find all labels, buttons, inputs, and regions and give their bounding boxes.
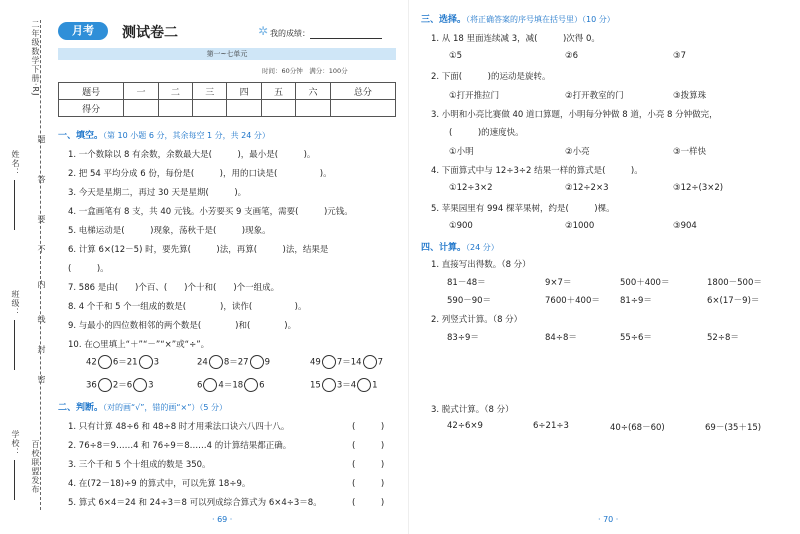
op-num: 36	[86, 380, 97, 391]
score-row-label: 得分	[59, 100, 124, 117]
calc-item: 55÷6＝	[620, 333, 652, 343]
cut-char: 封	[37, 345, 46, 354]
judge-question: 3. 三个千和 5 个十组成的数是 350。	[68, 460, 211, 470]
section-title: 三、选择。	[421, 15, 467, 25]
cut-char: 内	[37, 280, 46, 289]
choice-option[interactable]: ②6	[565, 51, 579, 61]
op-circle[interactable]	[322, 378, 336, 392]
op-circle[interactable]	[322, 355, 336, 369]
score-cell[interactable]	[158, 100, 192, 117]
choice-option[interactable]: ①900	[449, 221, 473, 231]
judge-question: 2. 76÷8＝9……4 和 76÷9＝8……4 的计算结果都正确。	[68, 441, 292, 451]
score-header: 题号	[59, 83, 124, 100]
cut-char: 答	[37, 175, 46, 184]
choice-option[interactable]: ②打开教室的门	[565, 91, 624, 101]
judge-question: 1. 只有计算 48÷6 和 48÷8 时才用乘法口诀六八四十八。	[68, 422, 290, 432]
judge-answer-blank[interactable]: ( )	[352, 441, 385, 451]
fill-question: 10. 在○里填上“＋”“－”“×”或“÷”。	[68, 340, 210, 350]
op-circle[interactable]	[209, 355, 223, 369]
calc-item: 1800－500＝	[707, 278, 762, 288]
score-label: 我的成绩：	[270, 29, 310, 38]
op-num: 6	[197, 380, 203, 391]
fill-question: ( )。	[68, 264, 109, 274]
op-num: 24	[197, 357, 208, 368]
choice-question-cont: ( )的速度快。	[449, 128, 524, 138]
page-number: · 69 ·	[212, 515, 233, 524]
op-circle[interactable]	[203, 378, 217, 392]
calc-item: 52÷8＝	[707, 333, 739, 343]
fill-question: 8. 4 个千和 5 个一组成的数是( )，读作( )。	[68, 302, 307, 312]
op-num: 4＝18	[218, 380, 244, 391]
op-circle[interactable]	[98, 355, 112, 369]
section-note: （24 分）	[466, 243, 499, 252]
section-note: （第 10 小题 6 分，其余每空 1 分，共 24 分）	[103, 131, 270, 140]
op-circle[interactable]	[363, 355, 377, 369]
fill-question: 9. 与最小的四位数相邻的两个数是( )和( )。	[68, 321, 297, 331]
calc-item: 83÷9＝	[447, 333, 479, 343]
op-num: 7＝14	[336, 357, 362, 368]
right-page	[415, 0, 800, 534]
op-num: 9	[264, 357, 270, 368]
calc-subtitle: 3. 脱式计算。（8 分）	[431, 405, 514, 415]
op-equation	[310, 378, 378, 392]
judge-question: 4. 在(72－18)÷9 的算式中，可以先算 18÷9。	[68, 479, 251, 489]
op-num: 3	[148, 380, 154, 391]
cut-char: 不	[37, 245, 46, 254]
score-cell[interactable]	[124, 100, 158, 117]
op-circle[interactable]	[98, 378, 112, 392]
judge-answer-blank[interactable]: ( )	[352, 498, 385, 508]
calc-item: 7600＋400＝	[545, 296, 600, 306]
op-equation	[197, 355, 270, 369]
exam-badge: 月考	[58, 22, 108, 40]
calc-item: 590－90＝	[447, 296, 492, 306]
series-text: 百校联盟发布	[31, 440, 40, 494]
op-circle[interactable]	[250, 355, 264, 369]
op-circle[interactable]	[244, 378, 258, 392]
section-fill-title	[58, 128, 270, 141]
fill-question: 4. 一盒画笔有 8 支，共 40 元钱。小芳要买 9 支画笔，需要( )元钱。	[68, 207, 353, 217]
cut-char: 密	[37, 375, 46, 384]
judge-answer-blank[interactable]: ( )	[352, 422, 385, 432]
section-title: 四、计算。	[421, 243, 467, 253]
section-judge-title	[58, 400, 227, 413]
op-num: 8＝27	[223, 357, 249, 368]
calc-item: 69－(35＋15)	[705, 423, 762, 433]
op-num: 49	[310, 357, 321, 368]
exam-meta: 时间：60分钟 满分：100分	[262, 67, 348, 75]
score-cell[interactable]	[296, 100, 330, 117]
fill-question: 7. 586 是由( )个百、( )个十和( )个一组成。	[68, 283, 280, 293]
choice-question: 2. 下面( )的运动是旋转。	[431, 72, 551, 82]
cut-char: 要	[37, 215, 46, 224]
op-circle[interactable]	[133, 378, 147, 392]
choice-option[interactable]: ①打开推拉门	[449, 91, 500, 101]
score-cell[interactable]	[193, 100, 227, 117]
op-num: 1	[372, 380, 378, 391]
op-circle[interactable]	[139, 355, 153, 369]
score-header: 一	[124, 83, 158, 100]
choice-option[interactable]: ②小亮	[565, 147, 590, 157]
calc-subtitle: 1. 直接写出得数。（8 分）	[431, 260, 531, 270]
op-num: 3＝4	[336, 380, 357, 391]
fill-question: 3. 今天是星期二，再过 30 天是星期( )。	[68, 188, 247, 198]
choice-option[interactable]: ①小明	[449, 147, 474, 157]
cut-char: 题	[37, 135, 46, 144]
section-title: 一、填空。	[58, 131, 104, 141]
choice-option[interactable]: ①5	[449, 51, 463, 61]
choice-option[interactable]: ③一样快	[673, 147, 707, 157]
section-note: （对的画“√”，错的画“×”）（5 分）	[103, 403, 228, 412]
op-equation	[310, 355, 383, 369]
calc-item: 42÷6×9	[447, 421, 483, 431]
calc-subtitle: 2. 列竖式计算。（8 分）	[431, 315, 523, 325]
calc-item: 81－48＝	[447, 278, 486, 288]
page-title: 测试卷二	[122, 25, 178, 41]
class-label: 班级：	[11, 290, 20, 317]
calc-item: 500＋400＝	[620, 278, 670, 288]
score-blank[interactable]	[310, 38, 382, 39]
choice-option[interactable]: ③12÷(3×2)	[673, 183, 724, 193]
page-divider	[408, 0, 409, 534]
section-title: 二、判断。	[58, 403, 104, 413]
choice-question: 4. 下面算式中与 12÷3÷2 结果一样的算式是( )。	[431, 166, 643, 176]
page-number: · 70 ·	[598, 515, 619, 524]
op-num: 42	[86, 357, 97, 368]
judge-question: 5. 算式 6×4＝24 和 24÷3＝8 可以列成综合算式为 6×4÷3＝8。	[68, 498, 322, 508]
op-equation	[197, 378, 265, 392]
section-note: （将正确答案的序号填在括号里）（10 分）	[466, 15, 615, 24]
school-blank[interactable]	[14, 460, 15, 500]
choice-option[interactable]: ①12÷3×2	[449, 183, 493, 193]
op-num: 7	[377, 357, 383, 368]
op-num: 6	[259, 380, 265, 391]
score-header: 二	[158, 83, 192, 100]
binding-strip	[0, 0, 52, 534]
op-equation	[86, 378, 154, 392]
fill-question: 6. 计算 6×(12－5) 时，要先算( )法，再算( )法，结果是	[68, 245, 329, 255]
choice-option[interactable]: ③拨算珠	[673, 91, 707, 101]
score-header: 六	[296, 83, 330, 100]
op-num: 3	[153, 357, 159, 368]
grade-text: 二年级数学下册·RJ	[31, 20, 40, 97]
name-label: 姓名：	[11, 150, 20, 177]
score-header: 三	[193, 83, 227, 100]
op-equation	[86, 355, 159, 369]
fill-question: 2. 把 54 平均分成 6 份，每份是( )，用的口诀是( )。	[68, 169, 332, 179]
section-calc-title	[421, 240, 499, 253]
judge-answer-blank[interactable]: ( )	[352, 460, 385, 470]
op-circle[interactable]	[357, 378, 371, 392]
cut-char: 线	[37, 315, 46, 324]
left-page	[52, 0, 402, 534]
calc-item: 6÷21÷3	[533, 421, 569, 431]
choice-question: 1. 从 18 里面连续减 3，减( )次得 0。	[431, 34, 600, 44]
judge-answer-blank[interactable]: ( )	[352, 479, 385, 489]
choice-option[interactable]: ②12÷2×3	[565, 183, 609, 193]
choice-option[interactable]: ③904	[673, 221, 697, 231]
school-label: 学校：	[11, 430, 20, 457]
name-blank[interactable]	[14, 180, 15, 230]
score-cell[interactable]	[227, 100, 261, 117]
class-blank[interactable]	[14, 320, 15, 370]
fill-question: 1. 一个数除以 8 有余数，余数最大是( )，最小是( )。	[68, 150, 316, 160]
score-header: 四	[227, 83, 261, 100]
op-num: 2＝6	[112, 380, 133, 391]
calc-item: 40÷(68－60)	[610, 423, 665, 433]
score-header: 五	[261, 83, 295, 100]
score-header: 总分	[330, 83, 395, 100]
score-cell[interactable]	[261, 100, 295, 117]
star-icon: ✲	[258, 24, 269, 38]
choice-question: 3. 小明和小亮比赛做 40 道口算题，小明每分钟做 8 道，小亮 8 分钟做完，	[431, 110, 718, 120]
section-choice-title	[421, 12, 615, 25]
fill-question: 5. 电梯运动是( )现象，荡秋千是( )现象。	[68, 226, 271, 236]
choice-question: 5. 苹果园里有 994 棵苹果树，约是( )棵。	[431, 204, 615, 214]
calc-item: 84÷8＝	[545, 333, 577, 343]
choice-option[interactable]: ②1000	[565, 221, 595, 231]
score-cell[interactable]	[330, 100, 395, 117]
calc-item: 81÷9＝	[620, 296, 652, 306]
op-num: 15	[310, 380, 321, 391]
calc-item: 9×7＝	[545, 278, 572, 288]
score-table	[58, 82, 396, 117]
calc-item: 6×(17－9)＝	[707, 296, 760, 306]
op-num: 6＝21	[112, 357, 138, 368]
choice-option[interactable]: ③7	[673, 51, 687, 61]
unit-bar: 第一~七单元	[58, 48, 396, 60]
